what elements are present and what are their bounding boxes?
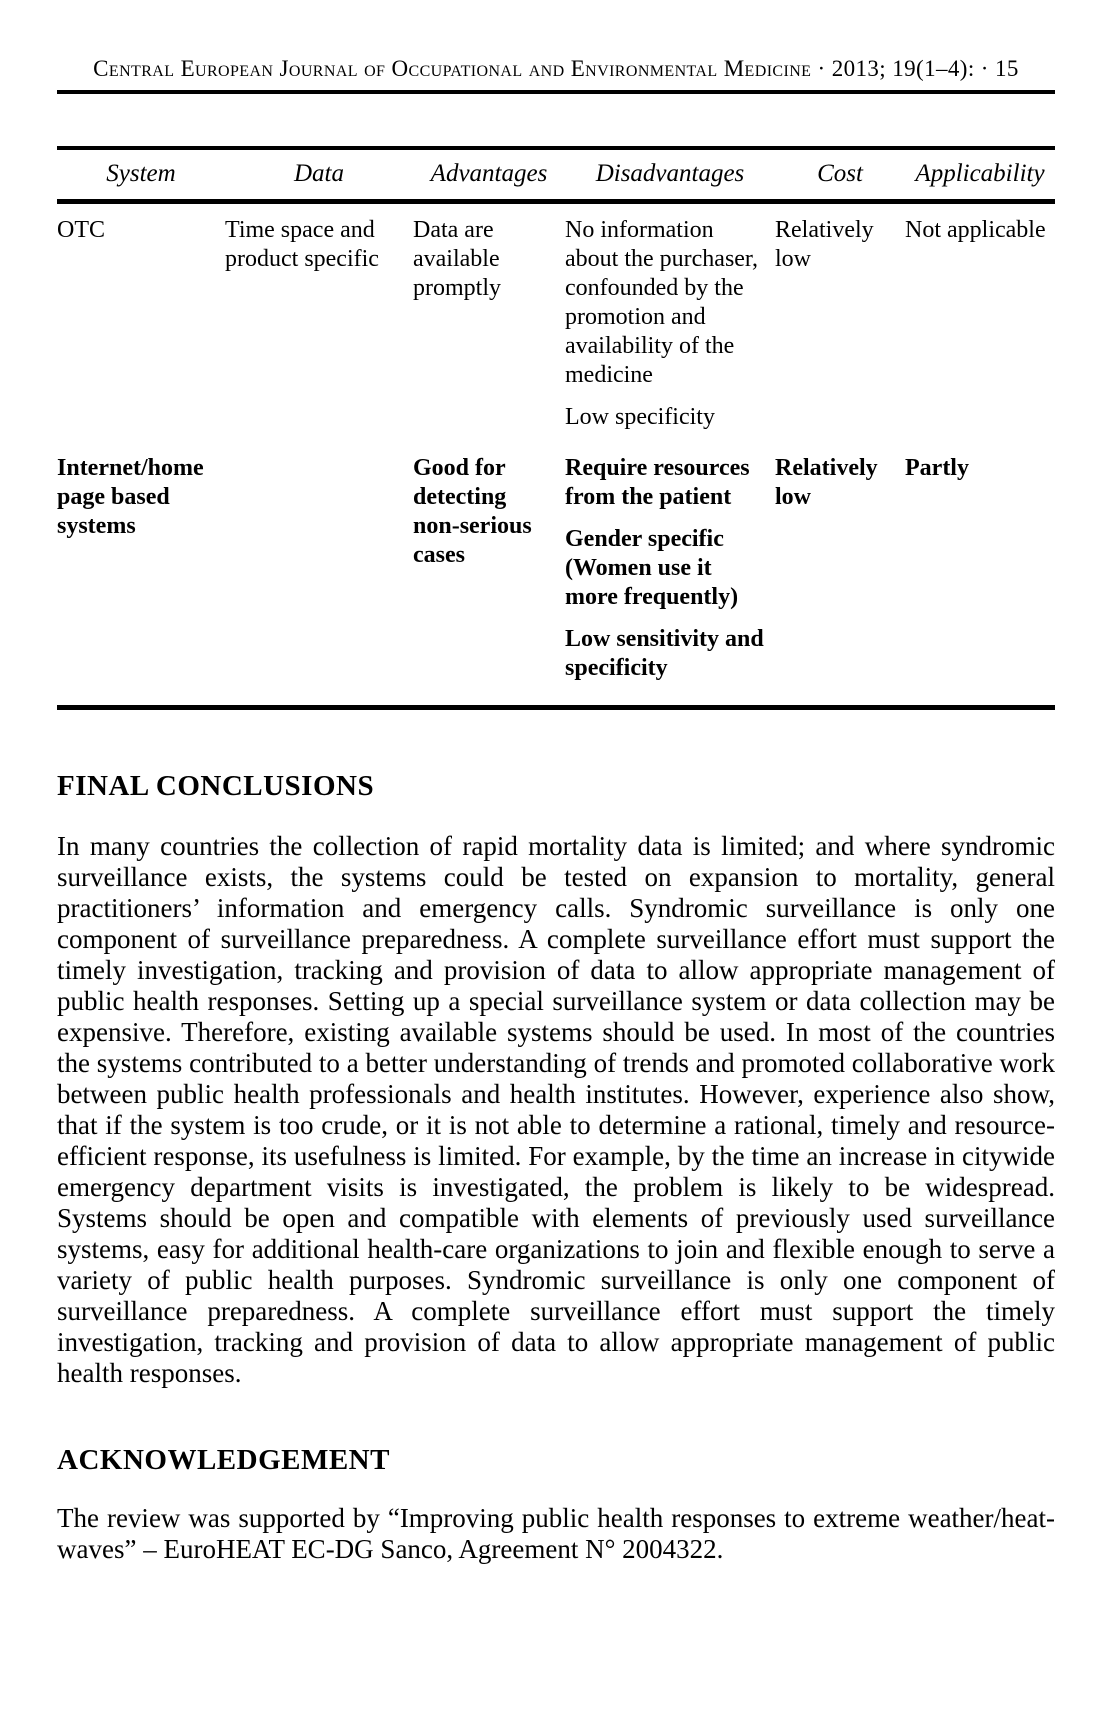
col-header-disadvantages: Disadvantages [565, 148, 775, 202]
journal-running-head: Central European Journal of Occupational and Environmental Medicine · 2013; 19(1–4): · 15 [93, 56, 1019, 81]
cell-cost: Relatively low [775, 455, 878, 510]
disadvantage-item: Gender specific (Women use it more frequently) [565, 526, 739, 610]
cell-system: Internet/home page based systems [57, 455, 204, 539]
disadvantage-item: Require resources from the patient [565, 455, 750, 510]
cell-cost: Relatively low [775, 217, 874, 272]
cell-data [225, 442, 413, 708]
col-header-data: Data [225, 148, 413, 202]
cell-disadvantages [565, 442, 775, 708]
col-header-system: System [57, 148, 225, 202]
cell-advantages: Good for detecting non-serious cases [413, 455, 532, 568]
page-content [57, 0, 1055, 1565]
cell-applicability: Not applicable [905, 217, 1046, 243]
col-header-applicability: Applicability [905, 148, 1055, 202]
table-header-row [57, 148, 1055, 202]
cell-disadvantages [565, 202, 775, 443]
table-row-internet-systems [57, 442, 1055, 708]
cell-system: OTC [57, 217, 105, 243]
col-header-advantages: Advantages [413, 148, 565, 202]
disadvantage-item: Low sensitivity and specificity [565, 626, 764, 681]
cell-applicability: Partly [905, 455, 969, 481]
acknowledgement-heading: ACKNOWLEDGEMENT [57, 1444, 390, 1476]
disadvantage-item: No information about the purchaser, confounded by the promotion and availability of the medicine [565, 217, 758, 388]
table-row-otc [57, 202, 1055, 443]
final-conclusions-paragraph: In many countries the collection of rapid mortality data is limited; and where syndromic surveillance exists, the systems could be tested on expansion to mortality, general practitioners’ information and emergency calls. Syndromic surveillance is only one component of surveillance preparedness. A complete surveillance effort must support the timely investigation, tracking and provision of data to allow appropriate management of public health responses. Setting up a special surveillance system or data collection may be expensive. Therefore, existing available systems should be used. In most of the countries the systems contributed to a better understanding of trends and promoted collaborative work between public health professionals and health institutes. However, experience also show, that if the system is too crude, or it is not able to determine a rational, timely and resource-efficient response, its usefulness is limited. For example, by the time an increase in citywide emergency department visits is investigated, the problem is likely to be widespread. Systems should be open and compatible with elements of previously used surveillance systems, easy for additional health-care organizations to join and flexible enough to serve a variety of public health purposes. Syndromic surveillance is only one component of surveillance preparedness. A complete surveillance effort must support the timely investigation, tracking and provision of data to allow appropriate management of public health responses. [57, 831, 1055, 1388]
cell-data: Time space and product specific [225, 217, 379, 272]
disadvantage-item: Low specificity [565, 404, 715, 430]
header-rule [57, 90, 1055, 94]
col-header-cost: Cost [775, 148, 905, 202]
cell-advantages: Data are available promptly [413, 217, 501, 301]
acknowledgement-paragraph: The review was supported by “Improving public health responses to extreme weather/heat-waves” – EuroHEAT EC-DG Sanco, Agreement N° 2004322. [57, 1503, 1055, 1564]
final-conclusions-heading: FINAL CONCLUSIONS [57, 770, 375, 802]
surveillance-systems-table [57, 146, 1055, 710]
